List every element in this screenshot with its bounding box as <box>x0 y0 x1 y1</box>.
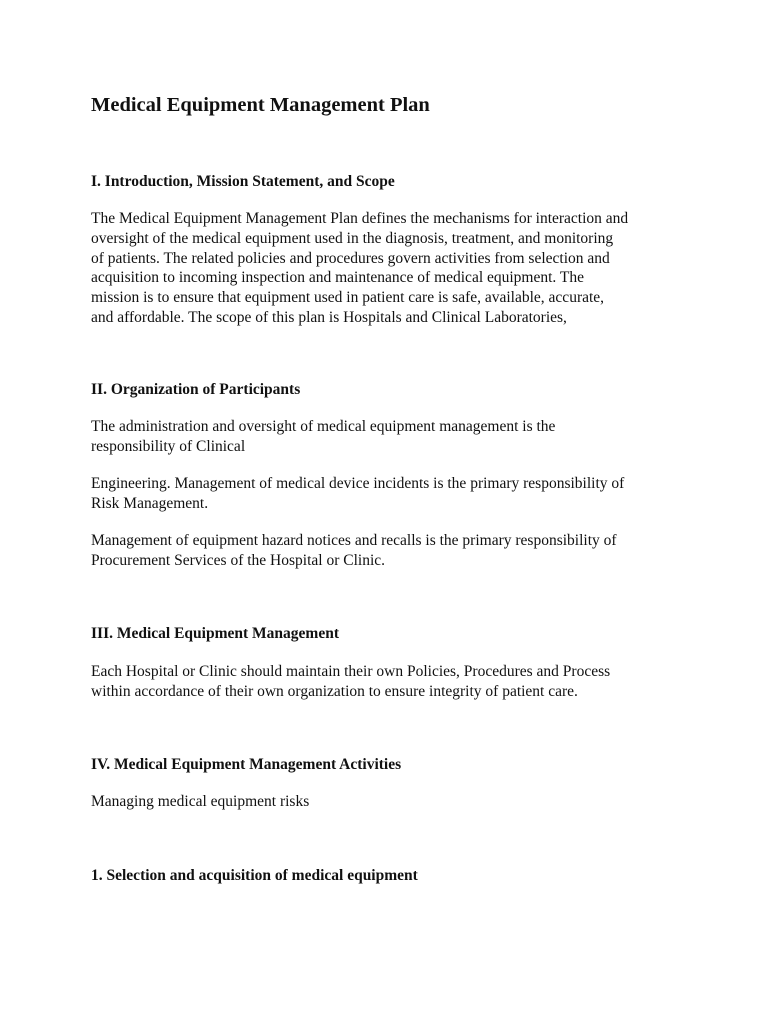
subsection-heading-selection: 1. Selection and acquisition of medical equipment <box>91 867 418 884</box>
text-line: Engineering. Management of medical device incidents is the primary responsibility of <box>91 475 625 492</box>
text-line: and affordable. The scope of this plan is Hospitals and Clinical Laboratories, <box>91 308 567 326</box>
paragraph-recalls <box>91 531 691 571</box>
text-line: The Medical Equipment Management Plan defines the mechanisms for interaction and <box>91 210 629 227</box>
text-line: Each Hospital or Clinic should maintain their own Policies, Procedures and Process <box>91 663 611 680</box>
text-line: Risk Management. <box>91 494 209 512</box>
section-heading-organization: II. Organization of Participants <box>91 381 301 398</box>
text-line: of patients. The related policies and procedures govern activities from selection and <box>91 249 610 267</box>
paragraph-risks <box>91 792 691 812</box>
text-line: within accordance of their own organization to ensure integrity of patient care. <box>91 682 578 700</box>
section-heading-equipment-management: III. Medical Equipment Management <box>91 625 339 642</box>
text-line: Management of equipment hazard notices and recalls is the primary responsibility of <box>91 532 617 549</box>
text-line: The administration and oversight of medical equipment management is the <box>91 418 556 435</box>
paragraph-introduction <box>91 209 691 328</box>
text-line: Managing medical equipment risks <box>91 793 310 810</box>
text-line: oversight of the medical equipment used in the diagnosis, treatment, and monitoring <box>91 229 614 247</box>
text-line: responsibility of Clinical <box>91 437 246 455</box>
section-heading-introduction: I. Introduction, Mission Statement, and Scope <box>91 173 395 190</box>
text-line: acquisition to incoming inspection and maintenance of medical equipment. The <box>91 269 584 287</box>
document-title: Medical Equipment Management Plan <box>91 94 430 116</box>
text-line: mission is to ensure that equipment used in patient care is safe, available, accurate, <box>91 289 605 307</box>
paragraph-engineering <box>91 474 691 514</box>
paragraph-policies <box>91 662 691 702</box>
text-line: Procurement Services of the Hospital or Clinic. <box>91 551 386 569</box>
paragraph-administration <box>91 417 691 457</box>
section-heading-activities: IV. Medical Equipment Management Activities <box>91 756 402 773</box>
